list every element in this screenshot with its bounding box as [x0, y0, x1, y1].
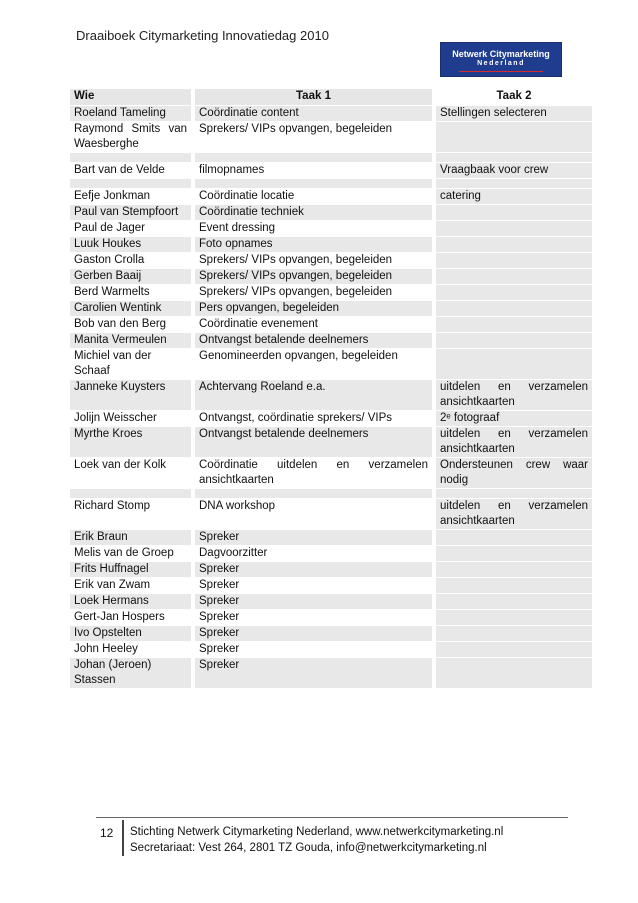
table-row	[70, 578, 592, 593]
person-name-cell: Erik van Zwam	[70, 578, 191, 593]
table-row	[70, 285, 592, 300]
task-1-cell: Sprekers/ VIPs opvangen, begeleiden	[191, 285, 432, 300]
task-2-cell	[432, 594, 592, 609]
spacer-cell	[432, 153, 592, 162]
table-row	[70, 253, 592, 268]
person-name-cell: Paul de Jager	[70, 221, 191, 236]
person-name-cell: Melis van de Groep	[70, 546, 191, 561]
person-name-cell: Manita Vermeulen	[70, 333, 191, 348]
person-name-cell: Roeland Tameling	[70, 106, 191, 121]
task-schedule-table	[70, 88, 592, 689]
table-row	[70, 380, 592, 410]
task-1-cell: Event dressing	[191, 221, 432, 236]
footer-address	[130, 824, 503, 856]
person-name-cell: Carolien Wentink	[70, 301, 191, 316]
task-1-cell: Ontvangst, coördinatie sprekers/ VIPs	[191, 411, 432, 426]
task-1-cell: Coördinatie content	[191, 106, 432, 121]
table-row	[70, 221, 592, 236]
table-row	[70, 317, 592, 332]
task-2-cell	[432, 642, 592, 657]
spacer-row	[70, 179, 592, 188]
task-1-cell: Foto opnames	[191, 237, 432, 252]
task-1-cell: Coördinatie evenement	[191, 317, 432, 332]
table-row	[70, 205, 592, 220]
task-2-cell: uitdelen en verzamelen ansichtkaarten	[432, 499, 592, 529]
task-2-cell	[432, 301, 592, 316]
task-1-cell: Spreker	[191, 578, 432, 593]
task-1-cell: Ontvangst betalende deelnemers	[191, 333, 432, 348]
person-name-cell: Raymond Smits van Waesberghe	[70, 122, 191, 152]
logo-underline	[459, 71, 543, 72]
task-2-cell	[432, 253, 592, 268]
task-1-cell: Spreker	[191, 562, 432, 577]
task-1-cell: Spreker	[191, 594, 432, 609]
person-name-cell: John Heeley	[70, 642, 191, 657]
task-2-cell	[432, 221, 592, 236]
table-row	[70, 658, 592, 688]
footer-line-1: Stichting Netwerk Citymarketing Nederland, www.netwerkcitymarketing.nl	[130, 826, 504, 838]
table-row	[70, 333, 592, 348]
task-1-cell: Sprekers/ VIPs opvangen, begeleiden	[191, 269, 432, 284]
task-2-cell: uitdelen en verzamelen ansichtkaarten	[432, 427, 592, 457]
table-row	[70, 106, 592, 121]
task-2-cell	[432, 269, 592, 284]
logo-line-2: Nederland	[477, 60, 525, 67]
person-name-cell: Loek van der Kolk	[70, 458, 191, 488]
person-name-cell: Jolijn Weisscher	[70, 411, 191, 426]
spacer-cell	[191, 489, 432, 498]
person-name-cell: Erik Braun	[70, 530, 191, 545]
task-2-cell: Ondersteunen crew waar nodig	[432, 458, 592, 488]
header-task-1: Taak 1	[191, 89, 432, 105]
task-1-cell: Coördinatie locatie	[191, 189, 432, 204]
task-1-cell: Sprekers/ VIPs opvangen, begeleiden	[191, 253, 432, 268]
person-name-cell: Luuk Houkes	[70, 237, 191, 252]
task-1-cell: DNA workshop	[191, 499, 432, 529]
footer-separator	[122, 820, 124, 856]
task-2-cell	[432, 578, 592, 593]
header-task-2: Taak 2	[432, 89, 592, 105]
task-2-cell	[432, 205, 592, 220]
task-2-cell	[432, 626, 592, 641]
footer-line-2: Secretariaat: Vest 264, 2801 TZ Gouda, info@netwerkcitymarketing.nl	[130, 842, 487, 854]
task-2-cell	[432, 610, 592, 625]
spacer-cell	[70, 489, 191, 498]
task-1-cell: Coördinatie techniek	[191, 205, 432, 220]
person-name-cell: Ivo Opstelten	[70, 626, 191, 641]
table-row	[70, 301, 592, 316]
person-name-cell: Myrthe Kroes	[70, 427, 191, 457]
table-row	[70, 269, 592, 284]
table-row	[70, 237, 592, 252]
task-2-cell	[432, 237, 592, 252]
task-2-cell	[432, 562, 592, 577]
spacer-cell	[432, 489, 592, 498]
task-2-cell	[432, 285, 592, 300]
document-title: Draaiboek Citymarketing Innovatiedag 2010	[76, 28, 329, 43]
person-name-cell: Bob van den Berg	[70, 317, 191, 332]
task-2-cell: uitdelen en verzamelen ansichtkaarten	[432, 380, 592, 410]
person-name-cell: Paul van Stempfoort	[70, 205, 191, 220]
page-number: 12	[100, 826, 114, 840]
task-1-cell: Spreker	[191, 626, 432, 641]
table-row	[70, 642, 592, 657]
task-1-cell: Ontvangst betalende deelnemers	[191, 427, 432, 457]
spacer-row	[70, 153, 592, 162]
task-1-cell: Spreker	[191, 642, 432, 657]
person-name-cell: Bart van de Velde	[70, 163, 191, 178]
netwerk-citymarketing-logo	[440, 42, 562, 77]
person-name-cell: Loek Hermans	[70, 594, 191, 609]
header-who: Wie	[70, 89, 191, 105]
table-row	[70, 427, 592, 457]
task-1-cell: Dagvoorzitter	[191, 546, 432, 561]
table-row	[70, 411, 592, 426]
task-1-cell: Sprekers/ VIPs opvangen, begeleiden	[191, 122, 432, 152]
task-2-cell: 2ᵉ fotograaf	[432, 411, 592, 426]
spacer-cell	[70, 153, 191, 162]
task-2-cell	[432, 530, 592, 545]
table-row	[70, 458, 592, 488]
task-1-cell: Spreker	[191, 658, 432, 688]
table-row	[70, 530, 592, 545]
person-name-cell: Gert-Jan Hospers	[70, 610, 191, 625]
person-name-cell: Frits Huffnagel	[70, 562, 191, 577]
task-1-cell: Achtervang Roeland e.a.	[191, 380, 432, 410]
spacer-cell	[432, 179, 592, 188]
table-header-row	[70, 89, 592, 105]
spacer-cell	[191, 153, 432, 162]
task-2-cell	[432, 317, 592, 332]
table-row	[70, 610, 592, 625]
task-2-cell	[432, 546, 592, 561]
person-name-cell: Gerben Baaij	[70, 269, 191, 284]
task-1-cell: filmopnames	[191, 163, 432, 178]
task-2-cell	[432, 658, 592, 688]
table-row	[70, 562, 592, 577]
table-row	[70, 626, 592, 641]
table-row	[70, 594, 592, 609]
person-name-cell: Berd Warmelts	[70, 285, 191, 300]
task-2-cell: catering	[432, 189, 592, 204]
task-1-cell: Genomineerden opvangen, begeleiden	[191, 349, 432, 379]
task-2-cell: Stellingen selecteren	[432, 106, 592, 121]
table-row	[70, 546, 592, 561]
table-row	[70, 122, 592, 152]
spacer-row	[70, 489, 592, 498]
person-name-cell: Gaston Crolla	[70, 253, 191, 268]
task-2-cell: Vraagbaak voor crew	[432, 163, 592, 178]
table-row	[70, 349, 592, 379]
table-row	[70, 189, 592, 204]
person-name-cell: Janneke Kuysters	[70, 380, 191, 410]
logo-line-1: Netwerk Citymarketing	[452, 49, 550, 59]
person-name-cell: Johan (Jeroen) Stassen	[70, 658, 191, 688]
task-1-cell: Pers opvangen, begeleiden	[191, 301, 432, 316]
task-1-cell: Spreker	[191, 530, 432, 545]
task-2-cell	[432, 349, 592, 379]
task-2-cell	[432, 333, 592, 348]
person-name-cell: Michiel van der Schaaf	[70, 349, 191, 379]
spacer-cell	[70, 179, 191, 188]
task-1-cell: Coördinatie uitdelen en verzamelen ansichtkaarten	[191, 458, 432, 488]
footer-rule	[96, 817, 568, 818]
table-row	[70, 499, 592, 529]
table-row	[70, 163, 592, 178]
person-name-cell: Richard Stomp	[70, 499, 191, 529]
task-2-cell	[432, 122, 592, 152]
task-1-cell: Spreker	[191, 610, 432, 625]
person-name-cell: Eefje Jonkman	[70, 189, 191, 204]
spacer-cell	[191, 179, 432, 188]
